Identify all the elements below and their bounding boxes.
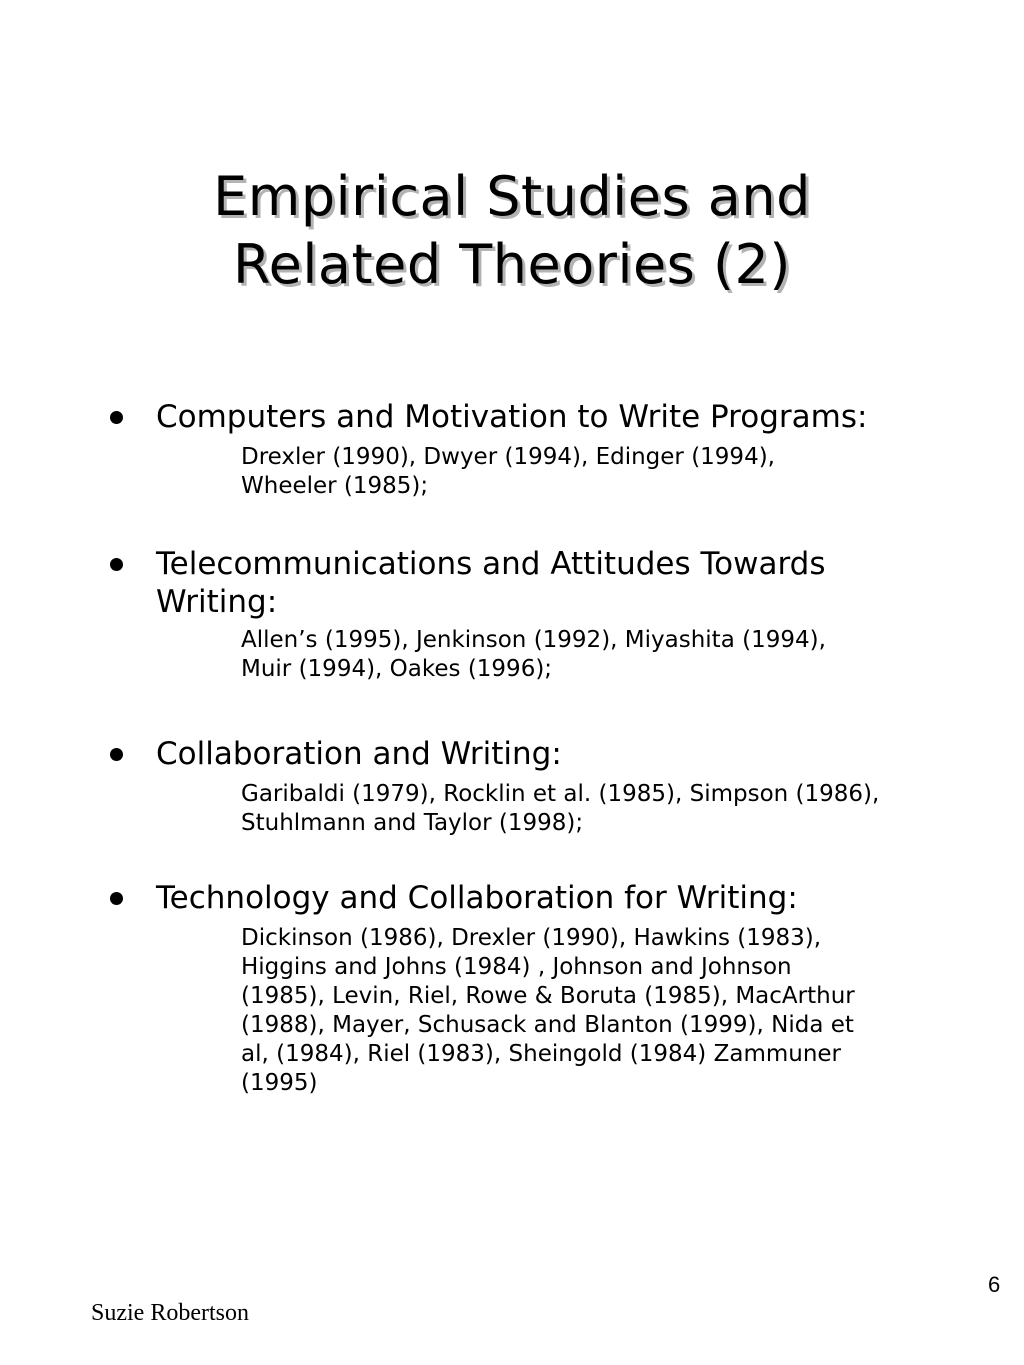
bullet-heading: Collaboration and Writing: xyxy=(156,736,562,772)
bullet-dot-icon xyxy=(110,892,123,905)
bullet-references: Drexler (1990), Dwyer (1994), Edinger (1994), Wheeler (1985); xyxy=(241,444,775,499)
bullet-dot-icon xyxy=(110,411,123,424)
bullet-dot-icon xyxy=(110,558,123,571)
slide-title-line-2: Related Theories (2) xyxy=(233,233,791,296)
bullet-heading: Telecommunications and Attitudes Towards Writing: xyxy=(156,546,826,620)
bullet-references: Garibaldi (1979), Rocklin et al. (1985), Simpson (1986), Stuhlmann and Taylor (1998); xyxy=(241,781,880,836)
bullet-dot-icon xyxy=(110,748,123,761)
bullet-references: Dickinson (1986), Drexler (1990), Hawkins (1983), Higgins and Johns (1984) , Johnson and Johnson (1985), Levin, Riel, Rowe & Boruta (1985), MacArthur (1988), Mayer, Schusack and Blanton (1999), Nida et al, (1984), Riel (1983), Sheingold (1984) Zammuner (1995) xyxy=(241,925,855,1096)
author-footer: Suzie Robertson xyxy=(91,1300,249,1326)
page-number: 6 xyxy=(988,1272,1001,1297)
bullet-heading: Technology and Collaboration for Writing: xyxy=(156,880,798,916)
slide-title-line-1: Empirical Studies and xyxy=(213,165,811,228)
bullet-references: Allen’s (1995), Jenkinson (1992), Miyashita (1994), Muir (1994), Oakes (1996); xyxy=(241,627,826,682)
bullet-heading: Computers and Motivation to Write Programs: xyxy=(156,399,868,435)
